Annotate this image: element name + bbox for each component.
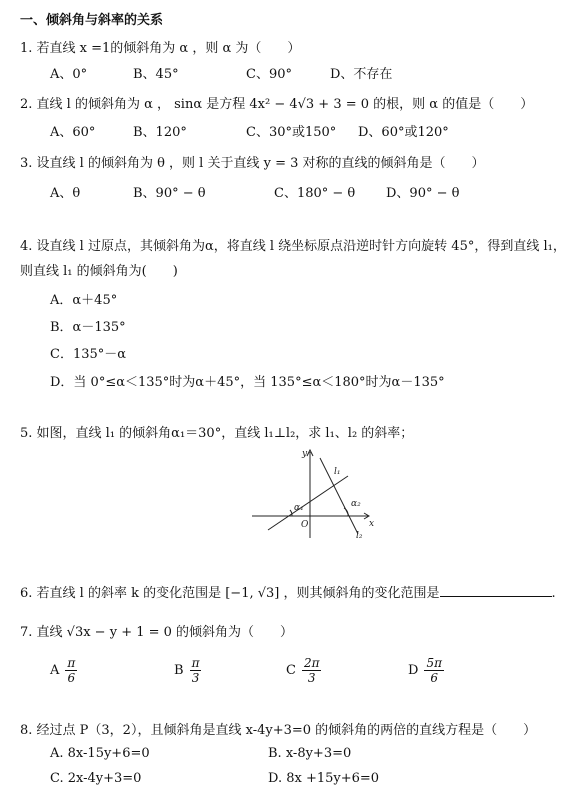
q7-a-num: π [67,656,76,670]
label-l1: l₁ [334,467,341,477]
q7-c-num: 2π [303,656,320,670]
q7-option-a-fraction [65,656,77,685]
q2-option-a: A、60° [50,125,96,140]
question-4-stem-line1: 4. 设直线 l 过原点，其倾斜角为α，将直线 l 绕坐标原点沿逆时针方向旋转 45°，得到直线 l₁， [20,239,566,254]
q4-option-d: D．当 0°≤α＜135°时为α＋45°，当 135°≤α＜180°时为α－135° [50,375,445,390]
q6-stem-text: 6. 若直线 l 的斜率 k 的变化范围是 [−1, √3] ，则其倾斜角的变化范围是 [20,586,440,601]
q8-option-a: A. 8x-15y+6=0 [50,746,150,761]
q3-option-b: B、90° − θ [133,186,206,201]
q8-option-d: D. 8x +15y+6=0 [268,771,380,786]
q7-d-den: 6 [430,671,439,685]
question-3-stem: 3. 设直线 l 的倾斜角为 θ ，则 l 关于直线 y = 3 对称的直线的倾斜角是（ ） [20,156,485,171]
q7-option-a [50,656,77,685]
label-y: y [302,449,308,459]
q4-option-c: C．135°－α [50,347,127,362]
q7-option-c-fraction [302,656,322,685]
label-alpha2: α₂ [351,499,361,509]
question-8-stem: 8. 经过点 P（3，2），且倾斜角是直线 x-4y+3=0 的倾斜角的两倍的直线方程是（ ） [20,723,537,738]
q4-option-a: A．α＋45° [50,293,118,308]
q7-option-d-label: D [408,663,419,678]
label-l2: l₂ [356,531,363,541]
q6-answer-blank [440,584,552,597]
q6-period: . [551,586,556,601]
question-2-stem: 2. 直线 l 的倾斜角为 α ， sinα 是方程 4x² − 4√3 + 3 = 0 的根，则 α 的值是（ ） [20,97,534,112]
q7-option-a-label: A [50,663,60,678]
q7-option-b-label: B [174,663,184,678]
q7-d-num: 5π [426,656,442,670]
question-5-stem: 5. 如图，直线 l₁ 的倾斜角α₁＝30°，直线 l₁⊥l₂，求 l₁、l₂ 的斜率； [20,426,414,441]
q7-option-d [408,656,444,685]
question-6-stem [20,582,556,601]
q3-option-d: D、90° − θ [386,186,460,201]
label-x: x [369,519,375,529]
q2-option-d: D、60°或120° [358,125,449,140]
question-7-stem: 7. 直线 √3x − y + 1 = 0 的倾斜角为（ ） [20,625,294,640]
q7-option-b-fraction [190,656,202,685]
q7-option-d-fraction [424,656,444,685]
q1-option-c: C、90° [246,67,292,82]
q7-option-c-label: C [286,663,296,678]
q2-option-c: C、30°或150° [246,125,337,140]
q4-option-b: B．α－135° [50,320,126,335]
q8-option-c: C. 2x-4y+3=0 [50,771,142,786]
q7-a-den: 6 [67,671,76,685]
q7-option-c [286,656,321,685]
q1-option-d: D、不存在 [330,67,393,82]
question-1-stem: 1. 若直线 x =1的倾斜角为 α ，则 α 为（ ） [20,41,301,56]
q1-option-a: A、0° [50,67,88,82]
label-alpha1: α₁ [294,503,304,513]
q7-option-b [174,656,201,685]
q2-option-b: B、120° [133,125,187,140]
q7-b-num: π [191,656,200,670]
q7-c-den: 3 [307,671,316,685]
q3-option-a: A、θ [50,186,81,201]
q7-b-den: 3 [191,671,200,685]
angle-arc-a2 [344,508,348,516]
q3-option-c: C、180° − θ [274,186,356,201]
section-title: 一、倾斜角与斜率的关系 [20,13,164,28]
q8-option-b: B. x-8y+3=0 [268,746,352,761]
q5-figure [248,446,378,542]
label-origin: O [301,520,309,530]
q1-option-b: B、45° [133,67,179,82]
question-4-stem-line2: 则直线 l₁ 的倾斜角为( ) [20,264,178,279]
